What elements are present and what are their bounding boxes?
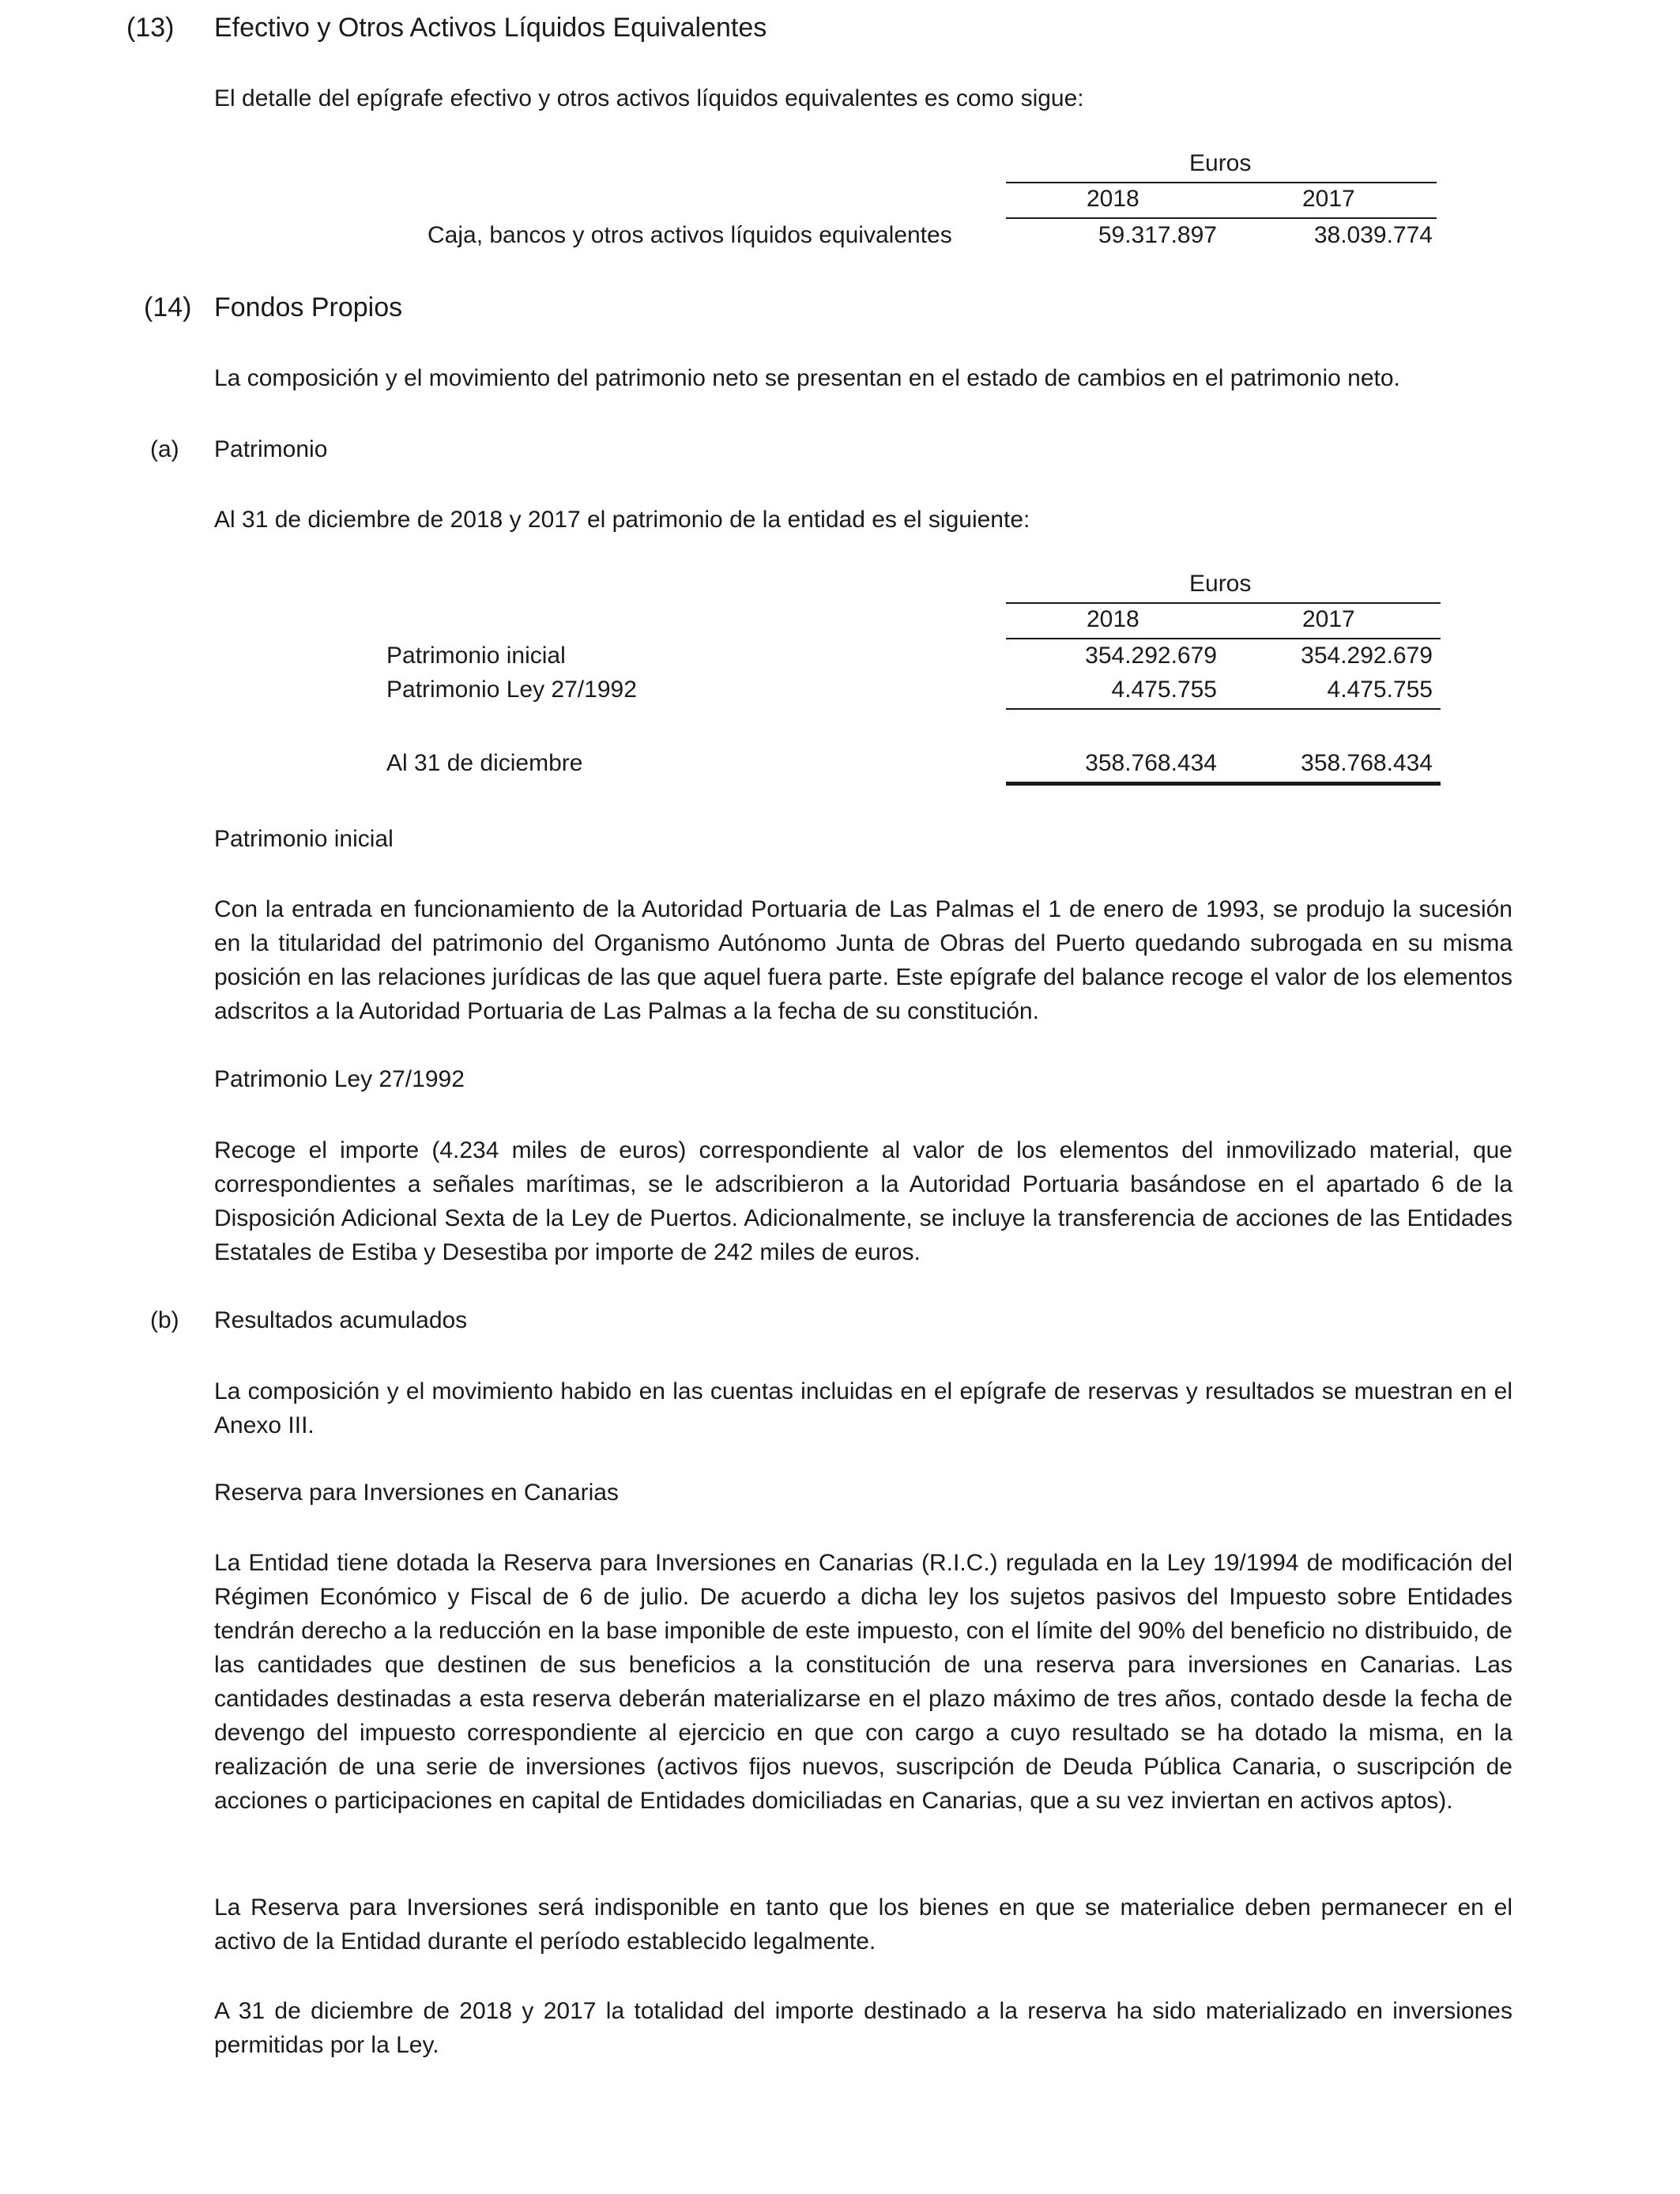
equity-table-subtotal-rule [1006, 708, 1441, 710]
ric-heading: Reserva para Inversiones en Canarias [214, 1480, 619, 1506]
section-13-title: Efectivo y Otros Activos Líquidos Equivalentes [214, 13, 767, 43]
equity-total-2018: 358.768.434 [1085, 750, 1217, 776]
equity-row-2017: 354.292.679 [1301, 643, 1433, 669]
patrimonio-ley-paragraph [214, 1133, 1512, 1269]
patrimonio-ley-text: Recoge el importe (4.234 miles de euros) correspondiente al valor de los elementos del inmovilizado material, que correspondientes a señales marítimas, se le adscribieron a la Autoridad Portuaria basándose en el apartado 6 de la Disposición Adicional Sexta de la Ley de Puertos. Adicionalmente, se incluye la transferencia de acciones de las Entidades Estatales de Estiba y Desestiba por importe de 242 miles de euros. [214, 1137, 1512, 1265]
equity-table-col-rule [1006, 638, 1441, 639]
equity-row-2018: 4.475.755 [1111, 677, 1217, 703]
cash-table-col-2018: 2018 [1087, 186, 1139, 212]
equity-row-label: Patrimonio Ley 27/1992 [386, 677, 637, 703]
subsection-b-title: Resultados acumulados [214, 1307, 468, 1333]
subsection-a-letter: (a) [150, 436, 179, 462]
patrimonio-inicial-heading: Patrimonio inicial [214, 826, 394, 852]
cash-row-label: Caja, bancos y otros activos líquidos equivalentes [428, 222, 952, 248]
equity-row-2018: 354.292.679 [1085, 643, 1217, 669]
subsection-a-intro: Al 31 de diciembre de 2018 y 2017 el patrimonio de la entidad es el siguiente: [214, 507, 1030, 533]
subsection-b-intro: La composición y el movimiento habido en las cuentas incluidas en el epígrafe de reservas y resultados se muestran en el Anexo III. [214, 1378, 1512, 1438]
equity-row-label: Patrimonio inicial [386, 643, 566, 669]
equity-table-header-rule [1006, 602, 1441, 604]
section-13-intro: El detalle del epígrafe efectivo y otros activos líquidos equivalentes es como sigue: [214, 85, 1084, 111]
cash-row-2017: 38.039.774 [1313, 222, 1433, 248]
subsection-b-intro-paragraph [214, 1374, 1512, 1442]
cash-table-col-rule [1006, 217, 1437, 219]
cash-row-2018: 59.317.897 [1098, 222, 1217, 248]
ric-text-3: A 31 de diciembre de 2018 y 2017 la totalidad del importe destinado a la reserva ha sido materializado en inversiones permitidas por la Ley. [214, 1998, 1512, 2058]
ric-paragraph-3 [214, 1994, 1512, 2062]
section-14-number: (14) [144, 292, 192, 322]
ric-text-1: La Entidad tiene dotada la Reserva para Inversiones en Canarias (R.I.C.) regulada en la Ley 19/1994 de modificación del Régimen Económico y Fiscal de 6 de julio. De acuerdo a dicha ley los sujetos pasivos del Impuesto sobre Entidades tendrán derecho a la reducción en la base imponible de este impuesto, con el límite del 90% del beneficio no distribuido, de las cantidades que destinen de sus beneficios a la constitución de una reserva para inversiones en Canarias. Las cantidades destinadas a esta reserva deberán materializarse en el plazo máximo de tres años, contado desde la fecha de devengo del impuesto correspondiente al ejercicio en que con cargo a cuyo resultado se ha dotado la misma, en la realización de una serie de inversiones (activos fijos nuevos, suscripción de Deuda Pública Canaria, o suscripción de acciones o participaciones en capital de Entidades domiciliadas en Canarias, que a su vez inviertan en activos aptos). [214, 1550, 1512, 1814]
patrimonio-inicial-paragraph [214, 892, 1512, 1028]
equity-table-total-rule [1006, 782, 1441, 786]
equity-total-label: Al 31 de diciembre [386, 750, 583, 776]
section-13-number: (13) [126, 13, 175, 43]
equity-table-col-2017: 2017 [1302, 606, 1355, 632]
patrimonio-inicial-text: Con la entrada en funcionamiento de la Autoridad Portuaria de Las Palmas el 1 de enero de 1993, se produjo la sucesión en la titularidad del patrimonio del Organismo Autónomo Junta de Obras del Puerto quedando subrogada en su misma posición en las relaciones jurídicas de las que aquel fuera parte. Este epígrafe del balance recoge el valor de los elementos adscritos a la Autoridad Portuaria de Las Palmas a la fecha de su constitución. [214, 896, 1512, 1024]
patrimonio-ley-heading: Patrimonio Ley 27/1992 [214, 1066, 465, 1092]
cash-table-header-rule [1006, 182, 1437, 183]
equity-total-2017: 358.768.434 [1301, 750, 1433, 776]
equity-row-2017: 4.475.755 [1327, 677, 1433, 703]
subsection-b-letter: (b) [150, 1307, 179, 1333]
subsection-a-title: Patrimonio [214, 436, 328, 462]
cash-table-col-2017: 2017 [1302, 186, 1355, 212]
equity-table-col-2018: 2018 [1087, 606, 1139, 632]
section-14-intro: La composición y el movimiento del patrimonio neto se presentan en el estado de cambios en el patrimonio neto. [214, 365, 1400, 391]
cash-table-unit: Euros [1189, 150, 1252, 176]
section-14-title: Fondos Propios [214, 292, 403, 322]
equity-table-unit: Euros [1189, 571, 1252, 597]
ric-paragraph-1 [214, 1546, 1512, 1818]
ric-paragraph-2 [214, 1891, 1512, 1958]
ric-text-2: La Reserva para Inversiones será indisponible en tanto que los bienes en que se materialice deben permanecer en el activo de la Entidad durante el período establecido legalmente. [214, 1894, 1512, 1955]
